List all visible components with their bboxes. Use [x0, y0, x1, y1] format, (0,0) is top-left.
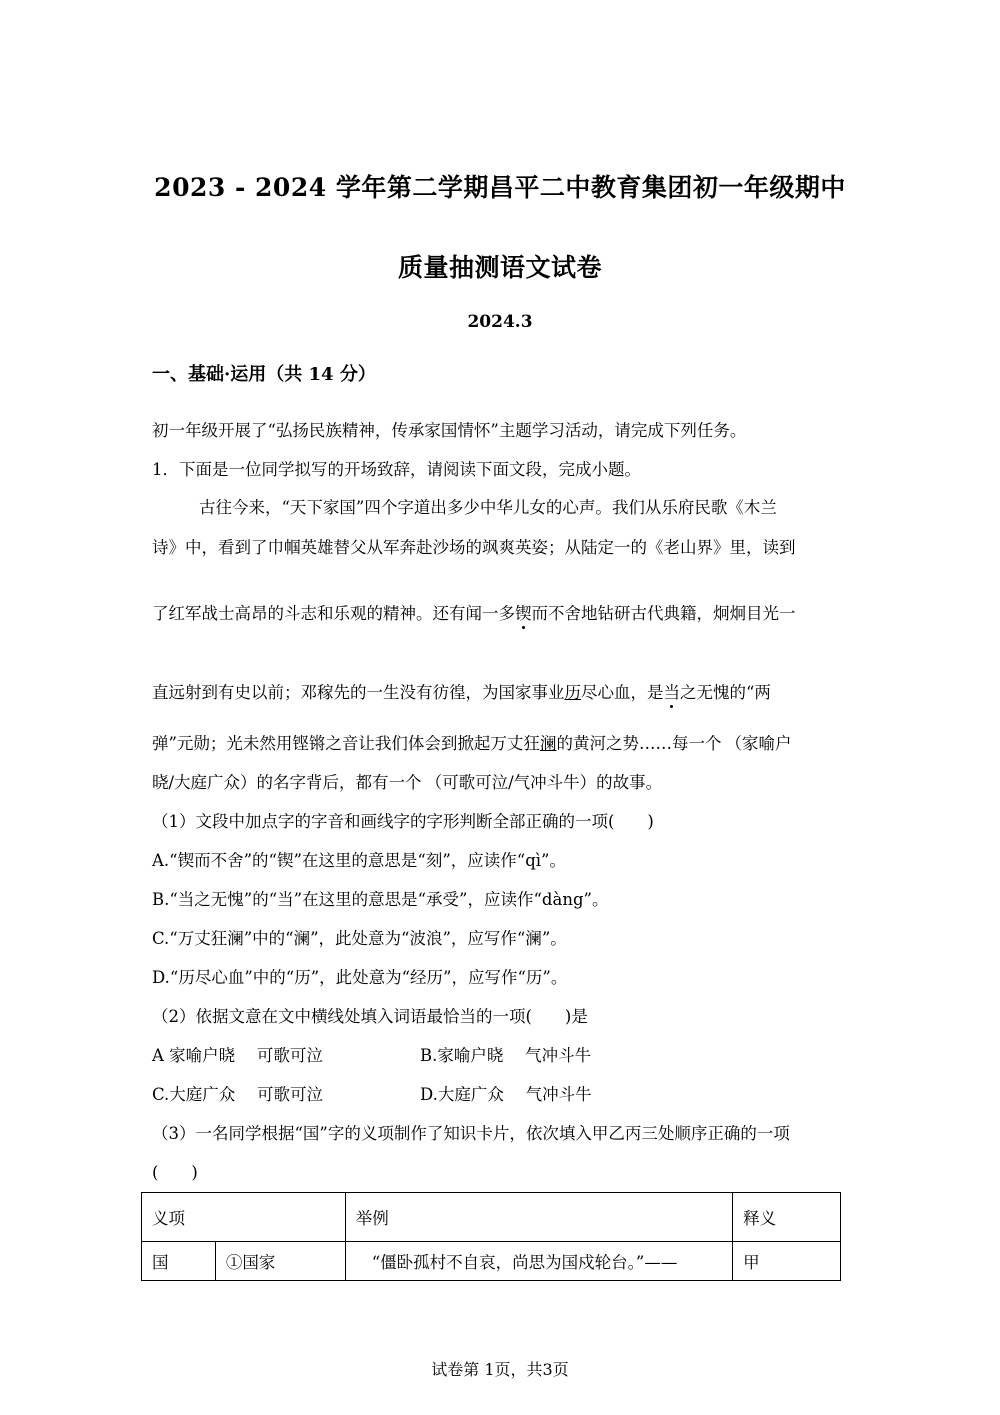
cell-example: “僵卧孤村不自哀，尚思为国戍轮台。”——	[345, 1242, 732, 1281]
dotted-char-dang: 当	[663, 683, 680, 702]
header-example: 举例	[345, 1193, 732, 1242]
passage-line-3-b: 而不舍地钻研古代典籍，炯炯目光一	[531, 604, 796, 623]
intro-text: 初一年级开展了“弘扬民族精神，传承家国情怀”主题学习活动，请完成下列任务。	[152, 421, 747, 440]
passage-line-3-a: 了红军战士高昂的斗志和乐观的精神。还有闻一多	[152, 604, 515, 623]
header-sense: 义项	[142, 1193, 346, 1242]
sub2-option-c: C.大庭广众 可歌可泣	[152, 1085, 324, 1104]
passage-line-4	[152, 679, 771, 703]
passage-line-6-b: （可歌可泣/气冲斗牛）的故事。	[425, 773, 663, 792]
passage-line-5-c: （家喻户	[725, 734, 792, 753]
cell-sense: ①国家	[215, 1242, 345, 1281]
page-footer: 试卷第 1页，共3页	[431, 1360, 569, 1379]
table-header-row	[142, 1193, 841, 1242]
sub1-option-c: C.“万丈狂澜”中的“澜”，此处意为“波浪”，应写作“澜”。	[152, 929, 567, 948]
passage-line-5-a: 弹”元勋；光未然用铿锵之音让我们体会到掀起万丈狂	[152, 734, 540, 753]
sub2-option-a: A 家喻户晓 可歌可泣	[152, 1046, 323, 1065]
sub-question-3-paren: ( )	[152, 1163, 198, 1182]
passage-line-4-c: 之无愧的“两	[680, 683, 771, 702]
passage-line-5	[152, 730, 791, 754]
underlined-char-lan: 澜	[539, 734, 557, 753]
sub1-option-b: B.“当之无愧”的“当”在这里的意思是“承受”，应读作“dàng”。	[152, 890, 609, 909]
header-meaning: 释义	[733, 1193, 841, 1242]
sub2-option-b: B.家喻户晓 气冲斗牛	[420, 1046, 592, 1065]
sub-question-2-stem: （2）依据文意在文中横线处填入词语最恰当的一项( )是	[152, 1007, 588, 1026]
underlined-char-li: 历	[564, 683, 581, 702]
exam-title-line2: 质量抽测语文试卷	[397, 253, 602, 282]
exam-title-line1: 2023 - 2024 学年第二学期昌平二中教育集团初一年级期中	[154, 173, 846, 202]
passage-line-6-a: 晓/大庭广众）的名字背后，都有一个	[152, 773, 422, 792]
passage-line-4-b: 尽心血，是	[581, 683, 664, 702]
sub-question-1-stem: （1）文段中加点字的字音和画线字的字形判断全部正确的一项( )	[152, 812, 654, 831]
passage-line-3	[152, 600, 796, 624]
passage-line-2: 诗》中，看到了巾帼英雄替父从军奔赴沙场的飒爽英姿；从陆定一的《老山界》里，读到	[152, 538, 796, 557]
cell-meaning: 甲	[733, 1242, 841, 1281]
passage-line-6	[152, 769, 662, 793]
sub2-option-d: D.大庭广众 气冲斗牛	[420, 1085, 592, 1104]
sub1-option-a: A.“锲而不舍”的“锲”在这里的意思是“刻”，应读作“qì”。	[152, 851, 566, 870]
sub-question-3-stem: （3）一名同学根据“国”字的义项制作了知识卡片，依次填入甲乙丙三处顺序正确的一项	[152, 1124, 790, 1143]
passage-line-4-a: 直远射到有史以前；邓稼先的一生没有彷徨，为国家事业	[152, 683, 565, 702]
sub1-option-d: D.“历尽心血”中的“历”，此处意为“经历”，应写作“历”。	[152, 968, 568, 987]
section-heading: 一、基础·运用（共 14 分）	[152, 364, 376, 385]
passage-line-5-b: 的黄河之势……每一个	[556, 734, 722, 753]
exam-date: 2024.3	[467, 312, 533, 332]
knowledge-card-table	[141, 1192, 841, 1281]
question-1-stem: 1．下面是一位同学拟写的开场致辞，请阅读下面文段，完成小题。	[152, 460, 641, 479]
passage-line-1: 古往今来，“天下家国”四个字道出多少中华儿女的心声。我们从乐府民歌《木兰	[199, 498, 777, 517]
dotted-char-qie: 锲	[515, 604, 532, 623]
cell-char: 国	[142, 1242, 216, 1281]
table-row	[142, 1242, 841, 1281]
